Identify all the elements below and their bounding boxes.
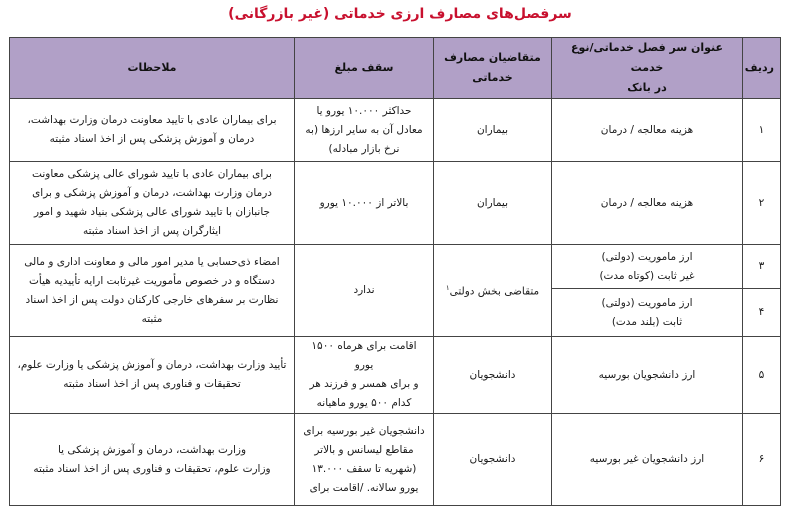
table-header-row bbox=[10, 38, 781, 99]
service-currency-table bbox=[9, 37, 781, 506]
cell-row-number: ۵ bbox=[743, 337, 781, 414]
table-row bbox=[10, 162, 781, 245]
cell-notes bbox=[10, 99, 295, 162]
header-service-title-line1: عنوان سر فصل خدماتی/نوع خدمت bbox=[570, 41, 724, 74]
cap-line: حداکثر ۱۰.۰۰۰ یورو یا bbox=[316, 104, 412, 117]
header-notes bbox=[10, 38, 295, 99]
cell-cap-amount bbox=[295, 162, 434, 245]
notes-line: جانبازان با تایید شورای عالی پزشکی بنیاد شهید و امور bbox=[33, 206, 271, 218]
header-applicants-line2: خدماتی bbox=[472, 71, 513, 84]
cell-notes bbox=[10, 337, 295, 414]
document-title: سرفصل‌های مصارف ارزی خدماتی (غیر بازرگانی) bbox=[228, 6, 572, 22]
cap-line: کدام ۵۰۰ یورو ماهیانه bbox=[316, 397, 412, 409]
table-row bbox=[10, 414, 781, 506]
table-row bbox=[10, 337, 781, 414]
cell-cap-amount bbox=[295, 414, 434, 506]
table-row bbox=[10, 99, 781, 162]
cell-service-title: هزینه معالجه / درمان bbox=[552, 99, 743, 162]
cell-applicant: دانشجویان bbox=[434, 337, 552, 414]
header-row-number bbox=[743, 38, 781, 99]
cap-line: ندارد bbox=[353, 284, 375, 296]
cell-applicant: بیماران bbox=[434, 162, 552, 245]
cell-notes bbox=[10, 414, 295, 506]
cell-row-number: ۶ bbox=[743, 414, 781, 506]
cell-row-number: ۲ bbox=[743, 162, 781, 245]
notes-line: نظارت بر سفرهای خارجی کارکنان دولت پس از اخذ اسناد bbox=[25, 293, 279, 306]
title-line: ارز ماموریت (دولتی) bbox=[601, 296, 693, 309]
cell-applicant bbox=[434, 245, 552, 337]
notes-line: برای بیماران عادی با تایید معاونت درمان وزارت بهداشت، bbox=[27, 114, 277, 126]
header-applicants-line1: متقاضیان مصارف bbox=[444, 51, 541, 64]
cap-line: دانشجویان غیر بورسیه برای bbox=[303, 424, 425, 437]
notes-line: وزارت علوم، تحقیقات و فناوری پس از اخذ اسناد مثبته bbox=[33, 462, 271, 475]
cap-line: بالاتر از ۱۰.۰۰۰ یورو bbox=[319, 196, 409, 209]
cell-service-title bbox=[552, 245, 743, 289]
header-row-number-label: ردیف bbox=[744, 61, 774, 74]
cell-cap-amount bbox=[295, 99, 434, 162]
applicant-label: متقاضی بخش دولتی bbox=[449, 285, 540, 298]
notes-line: درمان وزارت بهداشت، درمان و آموزش پزشکی و برای bbox=[32, 187, 272, 199]
notes-line: مثبته bbox=[141, 312, 163, 325]
notes-line: درمان و آموزش پزشکی پس از اخذ اسناد مثبته bbox=[49, 133, 255, 145]
header-cap-amount bbox=[295, 38, 434, 99]
cap-line: نرخ بازار مبادله) bbox=[328, 142, 400, 155]
notes-line: تحقیقات و فناوری پس از اخذ اسناد مثبته bbox=[63, 378, 241, 390]
cap-line: مقاطع لیسانس و بالاتر bbox=[314, 443, 414, 456]
header-cap-amount-label: سقف مبلغ bbox=[334, 61, 394, 74]
cell-service-title: هزینه معالجه / درمان bbox=[552, 162, 743, 245]
cell-service-title bbox=[552, 289, 743, 337]
cell-cap-amount bbox=[295, 337, 434, 414]
cap-line: و برای همسر و فرزند هر bbox=[309, 378, 419, 390]
footnote-reference: ۱ bbox=[445, 284, 450, 293]
cell-row-number: ۱ bbox=[743, 99, 781, 162]
cap-line: یورو سالانه. /اقامت برای bbox=[309, 481, 419, 494]
cell-applicant: بیماران bbox=[434, 99, 552, 162]
cell-row-number: ۴ bbox=[743, 289, 781, 337]
notes-line: دستگاه و در خصوص مأموریت غیرثابت ارایه تأییدیه هیأت bbox=[29, 274, 275, 287]
title-line: غیر ثابت (کوتاه مدت) bbox=[599, 269, 695, 282]
notes-line: وزارت بهداشت، درمان و آموزش پزشکی یا bbox=[57, 443, 247, 456]
cap-line: معادل آن به سایر ارزها (به bbox=[305, 123, 423, 136]
cell-cap-amount bbox=[295, 245, 434, 337]
notes-line: تأیید وزارت بهداشت، درمان و آموزش پزشکی یا وزارت علوم، bbox=[17, 359, 287, 371]
title-line: ثابت (بلند مدت) bbox=[611, 315, 683, 328]
header-service-title bbox=[552, 38, 743, 99]
cell-applicant: دانشجویان bbox=[434, 414, 552, 506]
cap-line: (شهریه تا سقف ۱۳.۰۰۰ bbox=[311, 462, 417, 475]
notes-line: برای بیماران عادی با تایید شورای عالی پزشکی معاونت bbox=[32, 168, 272, 180]
cell-notes bbox=[10, 245, 295, 337]
cell-notes bbox=[10, 162, 295, 245]
header-applicants bbox=[434, 38, 552, 99]
table-row bbox=[10, 245, 781, 289]
cap-line: اقامت برای هرماه ۱۵۰۰ یورو bbox=[311, 340, 417, 371]
title-line: ارز ماموریت (دولتی) bbox=[601, 250, 693, 263]
header-notes-label: ملاحظات bbox=[127, 61, 177, 74]
notes-line: ایثارگران پس از اخذ اسناد مثبته bbox=[82, 225, 222, 237]
cell-row-number: ۳ bbox=[743, 245, 781, 289]
header-service-title-line2: در بانک bbox=[627, 81, 667, 94]
notes-line: امضاء ذی‌حسابی یا مدیر امور مالی و معاونت اداری و مالی bbox=[24, 255, 280, 268]
cell-service-title: ارز دانشجویان بورسیه bbox=[552, 337, 743, 414]
cell-service-title: ارز دانشجویان غیر بورسیه bbox=[552, 414, 743, 506]
